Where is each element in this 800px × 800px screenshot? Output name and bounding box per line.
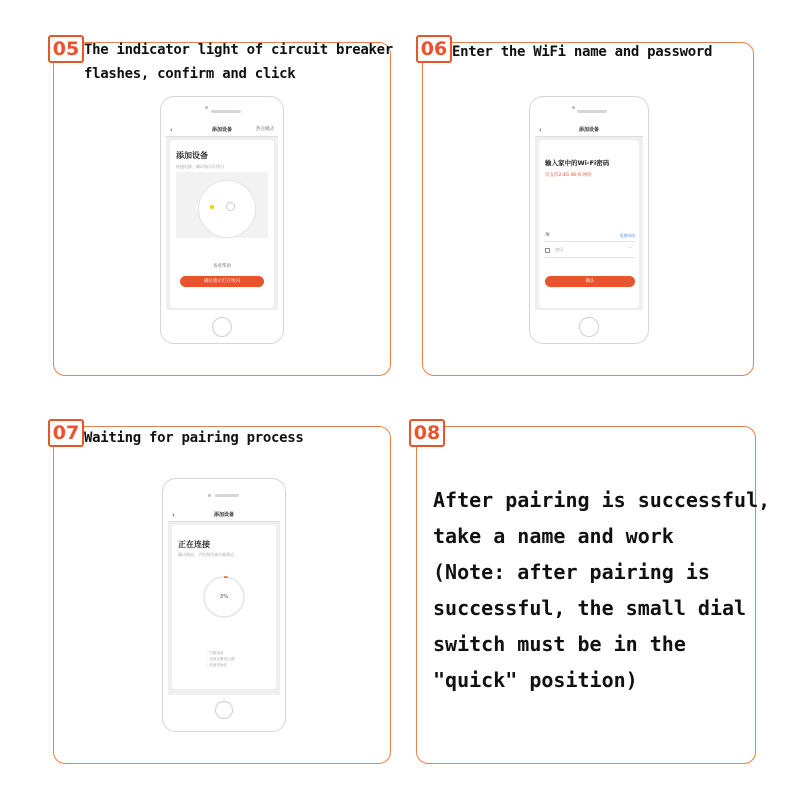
home-button xyxy=(579,317,599,337)
panel-hint: 接通电源，确认指示灯快闪 xyxy=(176,164,224,169)
wifi-icon: ≋ xyxy=(545,231,551,238)
step-08-line-2: take a name and work xyxy=(433,524,674,548)
step-08-line-5: switch must be in the xyxy=(433,632,686,656)
step-08-line-4: successful, the small dial xyxy=(433,596,747,620)
back-icon[interactable]: ‹ xyxy=(172,511,175,519)
phone-mockup-06 xyxy=(529,96,649,344)
panel-heading: 添加设备 xyxy=(176,151,208,160)
checklist-item-init: ◦ 设备初始化 xyxy=(206,663,228,667)
home-button xyxy=(215,701,233,719)
phone-screen-05 xyxy=(166,124,278,310)
speaker-icon xyxy=(211,110,241,113)
nav-bar xyxy=(535,124,643,137)
nav-title: 添加设备 xyxy=(213,512,234,518)
camera-icon xyxy=(208,494,211,497)
add-device-panel xyxy=(170,140,274,308)
step-08-description xyxy=(433,482,773,698)
wifi-note: 仅支持2.4G Wi-Fi 网络 xyxy=(545,173,592,178)
show-password-icon[interactable]: ⋯ xyxy=(628,245,633,251)
nav-bar xyxy=(166,124,278,137)
step-08-number: 08 xyxy=(409,419,445,447)
confirm-flashing-button[interactable]: 确认指示灯在快闪 xyxy=(180,276,264,287)
checklist-item-register: ◦ 设备注册到云端 xyxy=(206,657,235,661)
wifi-heading: 输入家中的Wi-Fi密码 xyxy=(545,159,610,167)
step-08-line-1: After pairing is successful, xyxy=(433,488,771,512)
home-button xyxy=(212,317,232,337)
step-08-line-6: "quick" position) xyxy=(433,668,638,692)
confirm-button[interactable]: 确认 xyxy=(545,276,635,287)
connecting-heading: 正在连接 xyxy=(178,540,210,549)
camera-icon xyxy=(205,106,208,109)
checklist-label: 设备注册到云端 xyxy=(209,657,235,661)
nav-bar xyxy=(168,509,280,522)
step-05-number: 05 xyxy=(48,35,84,63)
step-08-line-3: (Note: after pairing is xyxy=(433,560,710,584)
password-divider xyxy=(545,257,635,258)
nav-title: 添加设备 xyxy=(578,127,599,133)
wifi-panel xyxy=(539,140,639,308)
step-05-title-line-2: flashes, confirm and click xyxy=(84,66,296,82)
back-icon[interactable]: ‹ xyxy=(539,126,542,134)
device-illustration xyxy=(176,172,268,238)
progress-percent: 3% xyxy=(219,594,229,600)
nav-title: 添加设备 xyxy=(211,127,232,133)
speaker-icon xyxy=(215,494,239,497)
step-07-title: Waiting for pairing process xyxy=(84,430,304,446)
phone-screen-07 xyxy=(168,509,280,695)
lock-icon xyxy=(545,248,550,253)
camera-icon xyxy=(572,106,575,109)
step-05-title-line-1: The indicator light of circuit breaker xyxy=(84,42,393,58)
connecting-hint: 确认路由、手机和设备尽量靠近 xyxy=(178,552,234,557)
wifi-divider xyxy=(545,241,635,242)
speaker-icon xyxy=(577,110,607,113)
phone-mockup-07 xyxy=(162,478,286,732)
change-network-link[interactable]: 更换网络 xyxy=(619,233,635,238)
step-06-number: 06 xyxy=(416,35,452,63)
connecting-panel xyxy=(172,525,276,689)
step-07-number: 07 xyxy=(48,419,84,447)
indicator-light-icon xyxy=(210,205,214,209)
help-link[interactable]: 查看帮助 xyxy=(213,264,231,269)
back-icon[interactable]: ‹ xyxy=(170,126,173,134)
reset-button-icon xyxy=(226,202,235,211)
step-06-title: Enter the WiFi name and password xyxy=(452,44,713,60)
phone-screen-06 xyxy=(535,124,643,310)
password-input[interactable]: 密码 xyxy=(555,247,563,252)
phone-mockup-05 xyxy=(160,96,284,344)
checklist-label: 扫描设备 xyxy=(209,651,224,655)
hotspot-mode-link[interactable]: 热点模式 xyxy=(256,127,274,132)
checklist-item-scan: ◦ 扫描设备 xyxy=(206,651,224,655)
checklist-label: 设备初始化 xyxy=(209,663,228,667)
